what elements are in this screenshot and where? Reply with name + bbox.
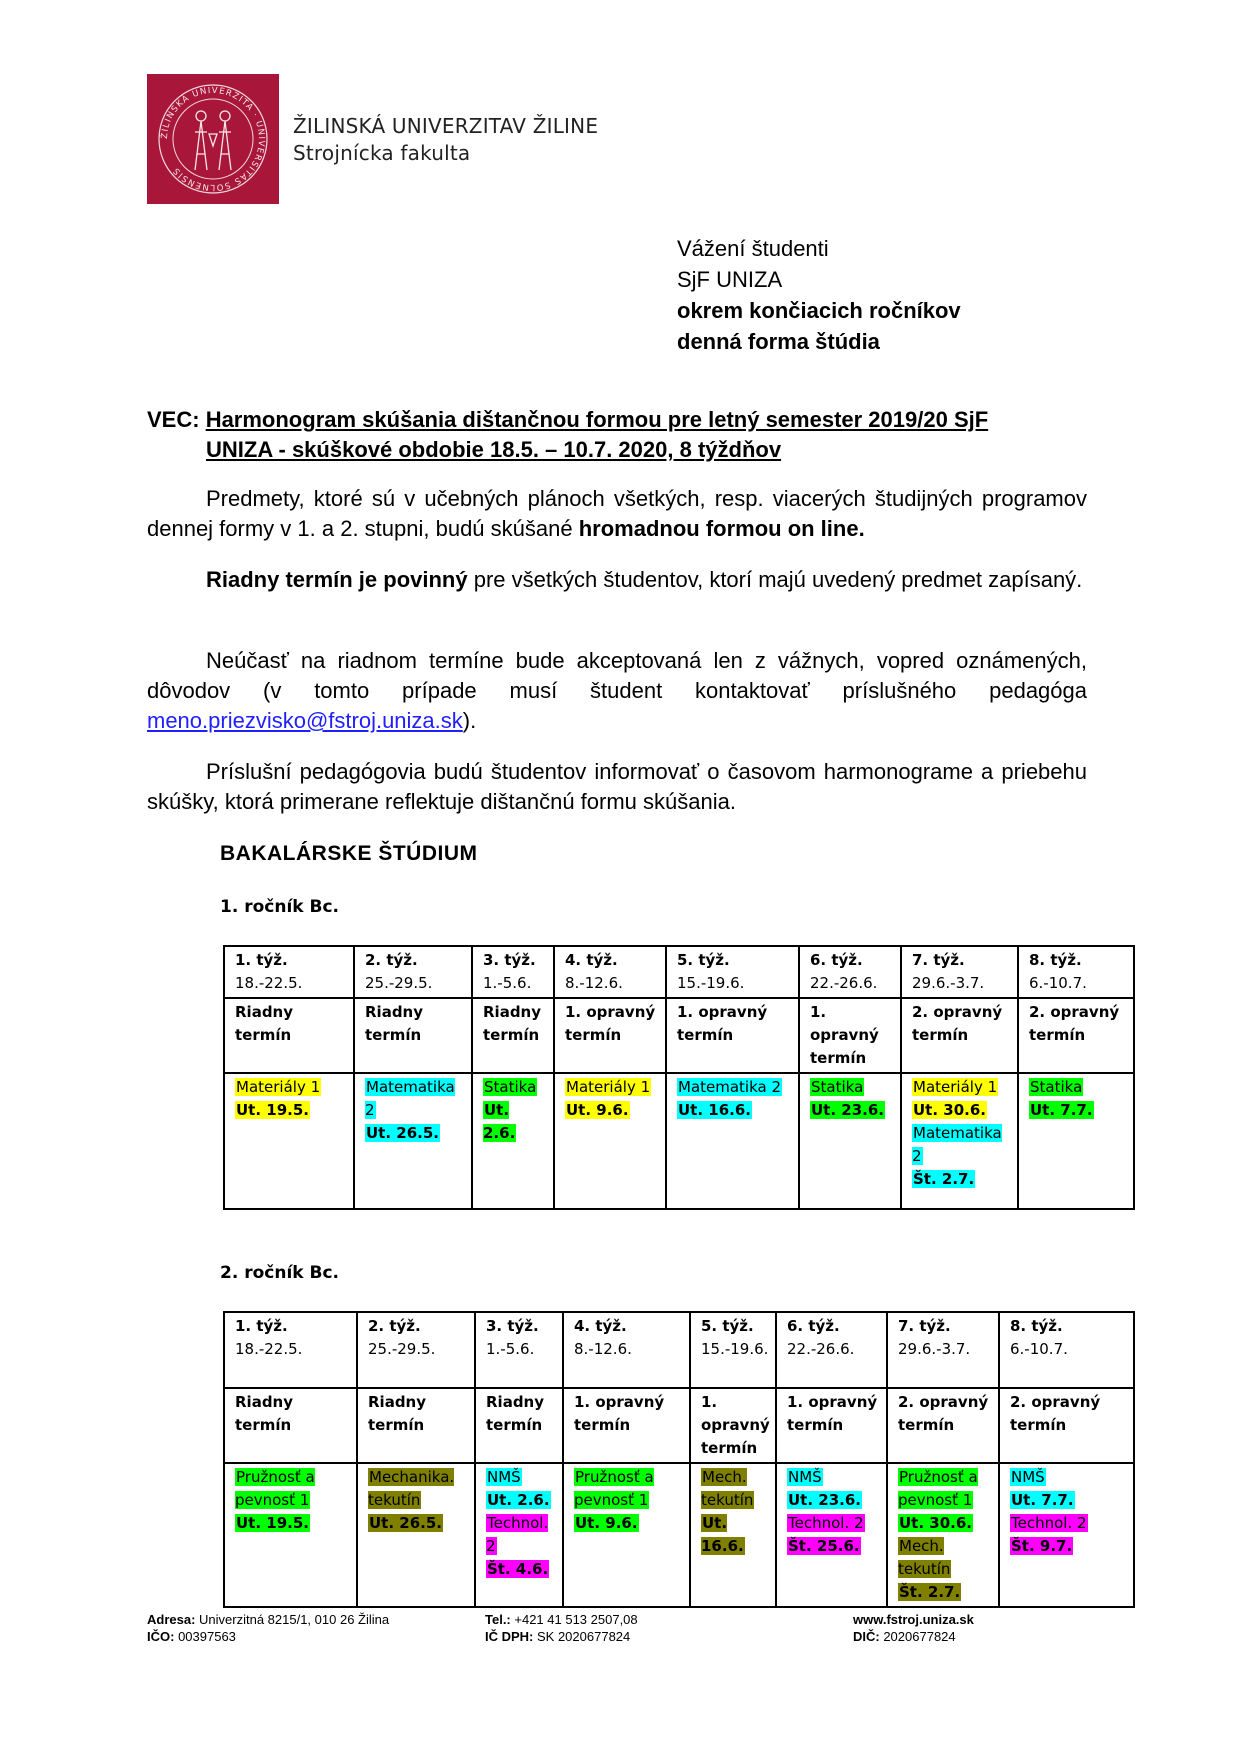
exam-entry [898, 1535, 990, 1604]
week-dates: 29.6.-3.7. [898, 1340, 971, 1358]
week-header-cell [475, 1312, 563, 1388]
university-logo [147, 74, 279, 204]
week-dates: 8.-12.6. [565, 974, 623, 992]
exam-date: Ut. 9.6. [575, 1514, 638, 1532]
week-number: 3. týž. [483, 951, 536, 969]
exam-date: Ut. 2.6. [487, 1491, 550, 1509]
exam-subject: Mechanika. tekutín [368, 1468, 455, 1509]
exam-cell [901, 1073, 1018, 1209]
week-dates: 25.-29.5. [365, 974, 433, 992]
term-type: 1. opravný termín [574, 1393, 665, 1434]
email-link[interactable]: meno.priezvisko@fstroj.uniza.sk [147, 708, 463, 733]
paragraph-text: ). [462, 708, 477, 733]
exam-cell [999, 1463, 1134, 1607]
exam-entry [787, 1512, 878, 1558]
exam-date: Ut. 7.7. [1011, 1491, 1074, 1509]
term-type-cell [354, 998, 472, 1073]
exam-cell [475, 1463, 563, 1607]
week-dates: 22.-26.6. [787, 1340, 855, 1358]
term-type: 1. opravný termín [701, 1393, 770, 1457]
exam-cell [224, 1463, 357, 1607]
exam-entry [787, 1466, 878, 1512]
exam-cell [357, 1463, 475, 1607]
exam-cell [554, 1073, 666, 1209]
footer-tel: +421 41 513 2507,08 [510, 1612, 638, 1627]
week-number: 5. týž. [677, 951, 730, 969]
exam-subject: NMŠ [1011, 1468, 1045, 1486]
week-header-cell [776, 1312, 887, 1388]
exam-date: Ut. 26.5. [366, 1124, 439, 1142]
week-header-cell [224, 946, 354, 998]
term-type: Riadny termín [365, 1003, 424, 1044]
term-type-cell [999, 1388, 1134, 1463]
year2-heading: 2. ročník Bc. [220, 1263, 339, 1283]
term-type-cell [563, 1388, 690, 1463]
exam-entry [701, 1466, 767, 1558]
week-header-cell [1018, 946, 1134, 998]
week-dates: 29.6.-3.7. [912, 974, 985, 992]
week-number: 1. týž. [235, 951, 288, 969]
week-number: 2. týž. [368, 1317, 421, 1335]
exam-subject: NMŠ [788, 1468, 822, 1486]
exam-date: Ut. 16.6. [701, 1514, 744, 1555]
exam-entry [565, 1076, 657, 1122]
exam-date: Ut. 23.6. [811, 1101, 884, 1119]
exam-date: Št. 9.7. [1011, 1537, 1073, 1555]
week-number: 4. týž. [574, 1317, 627, 1335]
week-header-cell [666, 946, 799, 998]
term-type-cell [690, 1388, 776, 1463]
exam-date: Št. 25.6. [788, 1537, 860, 1555]
footer-ico: 00397563 [174, 1629, 236, 1644]
week-header-cell [354, 946, 472, 998]
week-dates: 25.-29.5. [368, 1340, 436, 1358]
exam-subject: Technol. 2 [486, 1514, 549, 1555]
paragraph-text: Neúčasť na riadnom termíne bude akceptovaná len z vážnych, vopred oznámených, dôvodov (v tomto prípade musí študent kontaktovať príslušného pedagóga [147, 648, 1087, 703]
exam-entry [677, 1076, 790, 1122]
week-number: 5. týž. [701, 1317, 754, 1335]
subject-title-line2: UNIZA - skúškové obdobie 18.5. – 10.7. 2020, 8 týždňov [206, 437, 782, 462]
exam-entry [1010, 1466, 1125, 1512]
week-header-cell [472, 946, 554, 998]
year1-schedule-table [223, 945, 1135, 1210]
week-dates: 18.-22.5. [235, 974, 303, 992]
subject-title-line1: Harmonogram skúšania dištančnou formou pre letný semester 2019/20 SjF [205, 407, 989, 432]
exam-subject: Pružnosť a pevnosť 1 [574, 1468, 654, 1509]
exam-subject: Materiály 1 [566, 1078, 651, 1096]
paragraph-text: Príslušní pedagógovia budú študentov informovať o časovom harmonograme a priebehu skúšky, ktorá primerane reflektuje dištančnú formu skúšania. [147, 759, 1087, 814]
exam-subject: Pružnosť a pevnosť 1 [235, 1468, 315, 1509]
addressee-line: Vážení študenti [677, 236, 829, 261]
exam-cell [690, 1463, 776, 1607]
term-type: 1. opravný termín [810, 1003, 879, 1067]
exam-date: Št. 2.7. [913, 1170, 975, 1188]
term-type-cell [475, 1388, 563, 1463]
week-header-cell [554, 946, 666, 998]
exam-subject: Technol. 2 [788, 1514, 864, 1532]
term-type-cell [554, 998, 666, 1073]
week-dates: 1.-5.6. [486, 1340, 535, 1358]
week-header-cell [999, 1312, 1134, 1388]
term-type: Riadny termín [483, 1003, 542, 1044]
term-type-cell [776, 1388, 887, 1463]
week-dates: 22.-26.6. [810, 974, 878, 992]
week-header-cell [901, 946, 1018, 998]
exam-entry [368, 1466, 466, 1535]
exam-subject: Matematika 2 [678, 1078, 782, 1096]
term-type-cell [1018, 998, 1134, 1073]
paragraph-text: pre všetkých študentov, ktorí majú uvedený predmet zapísaný. [467, 567, 1083, 592]
exam-date: Ut. 7.7. [1030, 1101, 1093, 1119]
week-number: 8. týž. [1010, 1317, 1063, 1335]
exam-subject: NMŠ [487, 1468, 521, 1486]
term-type-cell [666, 998, 799, 1073]
term-type: Riadny termín [235, 1393, 294, 1434]
term-type-cell [357, 1388, 475, 1463]
exam-date: Ut. 9.6. [566, 1101, 629, 1119]
exam-cell [472, 1073, 554, 1209]
exam-date: Ut. 23.6. [788, 1491, 861, 1509]
exam-cell [354, 1073, 472, 1209]
term-type: 2. opravný termín [1029, 1003, 1120, 1044]
term-type: Riadny termín [235, 1003, 294, 1044]
week-dates: 6.-10.7. [1029, 974, 1087, 992]
paragraph-bold-text: hromadnou formou on line. [578, 516, 865, 541]
footer-label: Tel.: [485, 1612, 511, 1627]
university-name: ŽILINSKÁ UNIVERZITAV ŽILINE [293, 114, 599, 138]
addressee-block [677, 233, 961, 357]
subject-label: VEC: [147, 407, 200, 432]
week-header-cell [224, 1312, 357, 1388]
exam-subject: Technol. 2 [1011, 1514, 1087, 1532]
week-number: 2. týž. [365, 951, 418, 969]
footer-icdph: SK 2020677824 [533, 1629, 631, 1644]
exam-date: Ut. 30.6. [899, 1514, 972, 1532]
week-number: 7. týž. [912, 951, 965, 969]
exam-entry [810, 1076, 892, 1122]
paragraph-text: Predmety, ktoré sú v učebných plánoch všetkých, resp. viacerých študijných programov dennej formy v 1. a 2. stupni, budú skúšané [147, 486, 1087, 541]
addressee-line: denná forma štúdia [677, 329, 880, 354]
week-number: 1. týž. [235, 1317, 288, 1335]
week-number: 8. týž. [1029, 951, 1082, 969]
exam-date: Ut. 26.5. [369, 1514, 442, 1532]
term-type: 2. opravný termín [898, 1393, 989, 1434]
exam-date: Št. 4.6. [487, 1560, 549, 1578]
exam-date: Ut. 30.6. [913, 1101, 986, 1119]
exam-entry [912, 1122, 1009, 1191]
term-type-cell [887, 1388, 999, 1463]
exam-cell [666, 1073, 799, 1209]
subject-block [147, 405, 1087, 465]
exam-cell [563, 1463, 690, 1607]
term-type-cell [901, 998, 1018, 1073]
exam-date: Ut. 19.5. [236, 1514, 309, 1532]
exam-subject: Materiály 1 [913, 1078, 998, 1096]
footer-label: IČO: [147, 1629, 175, 1644]
week-header-cell [563, 1312, 690, 1388]
faculty-name: Strojnícka fakulta [293, 141, 471, 165]
exam-entry [912, 1076, 1009, 1122]
week-dates: 1.-5.6. [483, 974, 532, 992]
footer-dic: 2020677824 [879, 1629, 956, 1644]
week-header-cell [887, 1312, 999, 1388]
week-dates: 15.-19.6. [677, 974, 745, 992]
term-type-cell [799, 998, 901, 1073]
footer-address: Univerzitná 8215/1, 010 26 Žilina [195, 1612, 390, 1627]
exam-subject: Statika [484, 1078, 537, 1096]
term-type-cell [224, 998, 354, 1073]
term-type: 1. opravný termín [677, 1003, 768, 1044]
exam-entry [486, 1512, 554, 1581]
exam-entry [1010, 1512, 1125, 1558]
addressee-line: okrem končiacich ročníkov [677, 298, 961, 323]
paragraph-4 [147, 757, 1087, 817]
week-number: 6. týž. [810, 951, 863, 969]
exam-subject: Mech. tekutín [898, 1537, 951, 1578]
exam-cell [887, 1463, 999, 1607]
exam-subject: Matematika 2 [912, 1124, 1002, 1165]
addressee-line: SjF UNIZA [677, 267, 783, 292]
week-dates: 18.-22.5. [235, 1340, 303, 1358]
exam-subject: Materiály 1 [236, 1078, 321, 1096]
exam-subject: Statika [1030, 1078, 1083, 1096]
term-type: Riadny termín [368, 1393, 427, 1434]
term-type-cell [472, 998, 554, 1073]
paragraph-2 [147, 565, 1087, 595]
year1-heading: 1. ročník Bc. [220, 897, 339, 917]
footer-web: www.fstroj.uniza.sk [853, 1612, 974, 1627]
footer-label: IČ DPH: [485, 1629, 534, 1644]
exam-entry [235, 1076, 345, 1122]
paragraph-bold-text: Riadny termín je povinný [206, 567, 468, 592]
week-header-cell [799, 946, 901, 998]
week-dates: 15.-19.6. [701, 1340, 769, 1358]
footer-label: Adresa: [147, 1612, 196, 1627]
exam-cell [224, 1073, 354, 1209]
exam-entry [365, 1076, 463, 1145]
exam-entry [574, 1466, 681, 1535]
week-number: 7. týž. [898, 1317, 951, 1335]
term-type: Riadny termín [486, 1393, 545, 1434]
exam-subject: Statika [811, 1078, 864, 1096]
exam-entry [486, 1466, 554, 1512]
week-number: 4. týž. [565, 951, 618, 969]
exam-subject: Matematika 2 [365, 1078, 455, 1119]
exam-date: Št. 2.7. [899, 1583, 961, 1601]
exam-date: Ut. 16.6. [678, 1101, 751, 1119]
week-dates: 8.-12.6. [574, 1340, 632, 1358]
week-header-cell [357, 1312, 475, 1388]
exam-cell [799, 1073, 901, 1209]
exam-date: Ut. 19.5. [236, 1101, 309, 1119]
footer-label: DIČ: [853, 1629, 880, 1644]
exam-entry [235, 1466, 348, 1535]
term-type: 2. opravný termín [1010, 1393, 1101, 1434]
exam-subject: Mech. tekutín [701, 1468, 754, 1509]
term-type: 1. opravný termín [565, 1003, 656, 1044]
exam-date: Ut. 2.6. [483, 1101, 516, 1142]
exam-entry [898, 1466, 990, 1535]
exam-cell [1018, 1073, 1134, 1209]
paragraph-3 [147, 646, 1087, 736]
exam-entry [1029, 1076, 1125, 1122]
bachelor-heading: BAKALÁRSKE ŠTÚDIUM [220, 842, 478, 865]
term-type: 1. opravný termín [787, 1393, 878, 1434]
paragraph-1 [147, 484, 1087, 544]
exam-entry [483, 1076, 545, 1145]
week-dates: 6.-10.7. [1010, 1340, 1068, 1358]
year2-schedule-table [223, 1311, 1135, 1608]
week-number: 3. týž. [486, 1317, 539, 1335]
logo-ring-text: ŽILINSKÁ UNIVERZITA · UNIVERSITAS SOLNENSIS [159, 85, 267, 193]
term-type-cell [224, 1388, 357, 1463]
week-header-cell [690, 1312, 776, 1388]
week-number: 6. týž. [787, 1317, 840, 1335]
exam-cell [776, 1463, 887, 1607]
exam-subject: Pružnosť a pevnosť 1 [898, 1468, 978, 1509]
term-type: 2. opravný termín [912, 1003, 1003, 1044]
